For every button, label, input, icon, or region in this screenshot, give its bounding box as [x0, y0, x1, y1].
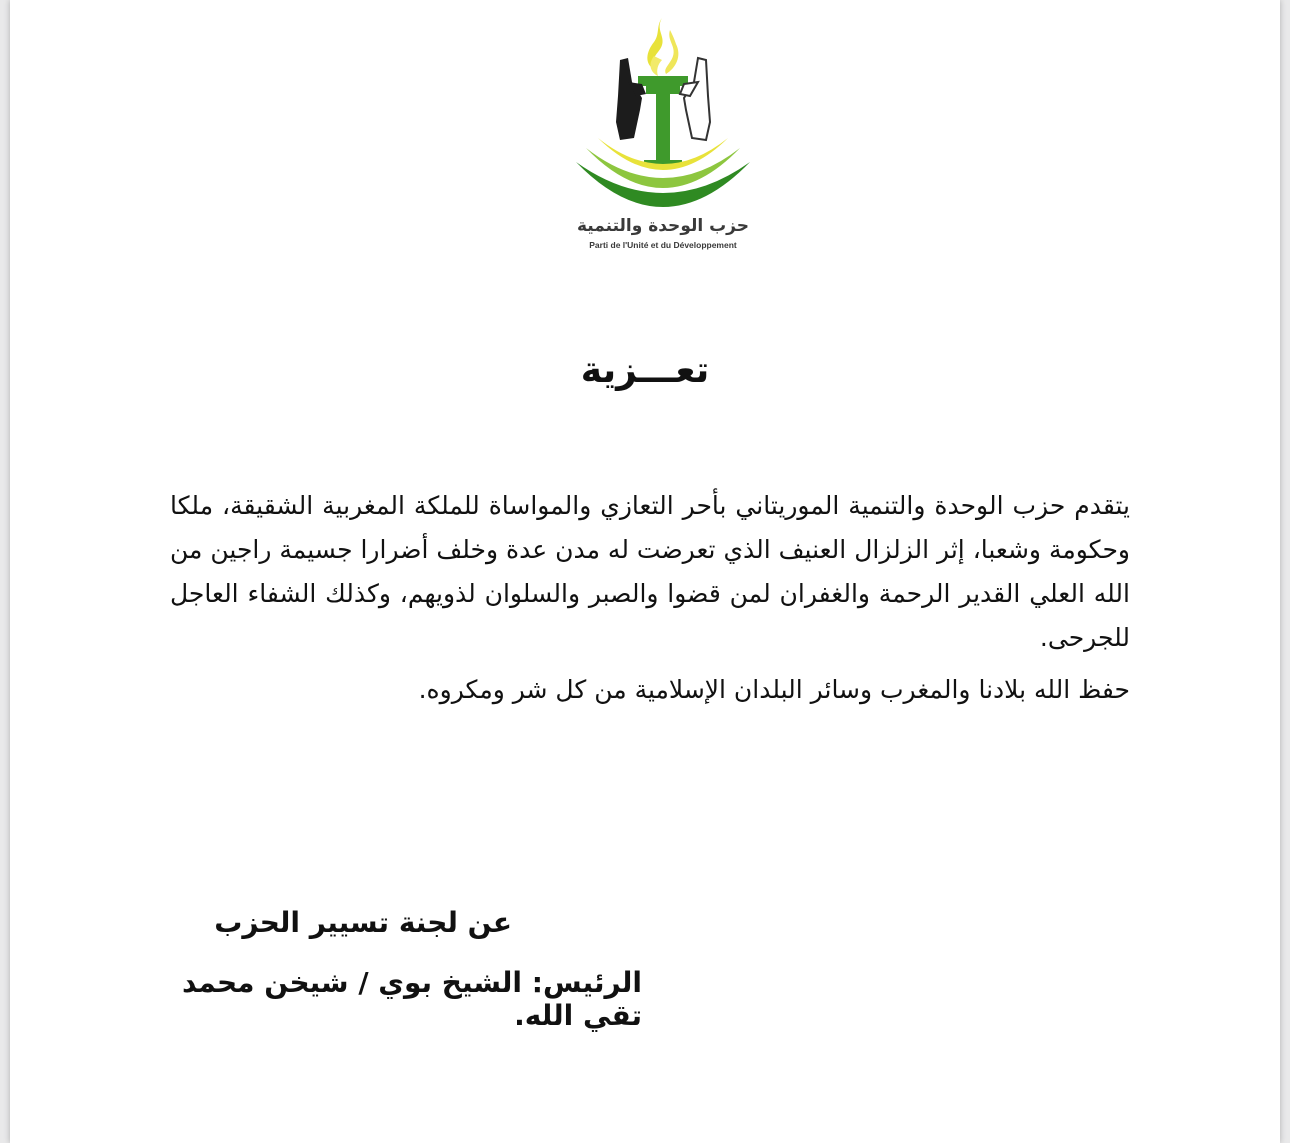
torch-hands-emblem-icon [558, 12, 768, 217]
condolence-paragraph: يتقدم حزب الوحدة والتنمية الموريتاني بأحر التعازي والمواساة للملكة المغربية الشقيقة، ملكا وحكومة وشعبا، إثر الزلزال العنيف الذي تعرضت له مدن عدة وخلف أضرارا جسيمة راجين من الله العلي القدير الرحمة والغفران لمن قضوا والصبر والسلوان لذويهم، وكذلك الشفاء العاجل للجرحى. [170, 491, 1130, 652]
logo-french-name: Parti de l'Unité et du Développement [589, 240, 737, 250]
document-title: تعـــزية [580, 350, 710, 391]
signature-president: الرئيس: الشيخ بوي / شيخن محمد تقي الله. [182, 966, 642, 1032]
document-page [10, 0, 1280, 1143]
signature-committee: عن لجنة تسيير الحزب [214, 906, 512, 939]
party-logo [558, 12, 768, 257]
logo-arabic-name: حزب الوحدة والتنمية [576, 216, 750, 236]
prayer-paragraph: حفظ الله بلادنا والمغرب وسائر البلدان الإسلامية من كل شر ومكروه. [418, 675, 1130, 704]
